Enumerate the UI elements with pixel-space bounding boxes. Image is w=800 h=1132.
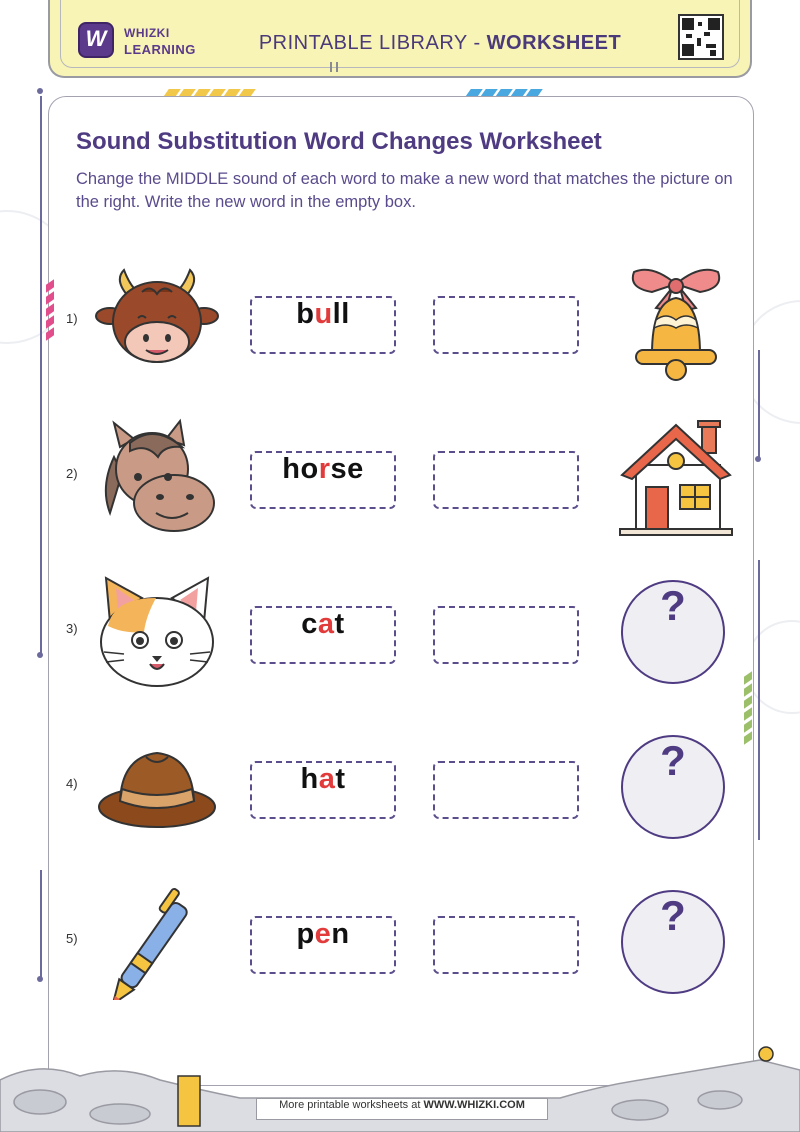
word-middle-sound: a [317, 608, 335, 640]
cat-face-icon [94, 572, 220, 690]
pink-stripe-decoration [46, 282, 54, 342]
logo-letter: W [85, 26, 107, 51]
answer-input-box[interactable] [433, 916, 579, 974]
side-dot [37, 652, 43, 658]
row-number: 4) [66, 776, 78, 791]
left-side-line [40, 96, 42, 656]
answer-input-box[interactable] [433, 296, 579, 354]
footer-text: More printable worksheets at [279, 1099, 424, 1111]
row-number: 2) [66, 466, 78, 481]
whizki-logo-icon [78, 22, 114, 58]
word-end: se [330, 453, 364, 485]
word-start: h [300, 763, 319, 795]
row-number: 1) [66, 311, 78, 326]
word-start: b [296, 298, 315, 330]
house-icon [616, 413, 736, 539]
side-dot [37, 88, 43, 94]
qr-code-icon [678, 14, 724, 60]
exercise-row [60, 568, 740, 698]
pen-icon [94, 882, 220, 1000]
word-end: ll [332, 298, 350, 330]
answer-input-box[interactable] [433, 451, 579, 509]
word-middle-sound: u [314, 298, 333, 330]
word-middle-sound: e [314, 918, 332, 950]
blue-stripe-decoration [468, 82, 543, 90]
header-title-prefix: PRINTABLE LIBRARY - [258, 32, 487, 54]
exercise-row [60, 413, 740, 543]
question-mark-circle: ? [621, 890, 725, 994]
word-box [250, 451, 396, 509]
word-start: p [296, 918, 315, 950]
worksheet-instructions: Change the MIDDLE sound of each word to make a new word that matches the picture on the right. Write the new word in the empty box. [76, 170, 733, 211]
exercise-row [60, 878, 740, 1008]
question-mark-circle: ? [621, 735, 725, 839]
side-dot [755, 456, 761, 462]
exercise-row [60, 723, 740, 853]
right-side-line [758, 350, 760, 460]
word-box [250, 916, 396, 974]
word-box [250, 761, 396, 819]
answer-input-box[interactable] [433, 761, 579, 819]
left-side-line [40, 870, 42, 980]
brown-hat-icon [94, 727, 220, 845]
bull-face-icon [94, 262, 220, 380]
word-end: n [331, 918, 350, 950]
question-mark-circle: ? [621, 580, 725, 684]
header-title [240, 32, 640, 55]
word-end: t [335, 763, 346, 795]
row-number: 3) [66, 621, 78, 636]
header-title-bold: WORKSHEET [486, 32, 622, 54]
exercise-row [60, 258, 740, 388]
footer-website-link[interactable]: WWW.WHIZKI.COM [423, 1099, 525, 1111]
header-tick [336, 62, 338, 72]
word-middle-sound: a [318, 763, 336, 795]
word-box [250, 606, 396, 664]
green-stripe-decoration [744, 674, 752, 746]
word-end: t [334, 608, 345, 640]
side-dot [37, 976, 43, 982]
word-box [250, 296, 396, 354]
right-side-line [758, 560, 760, 840]
word-middle-sound: r [318, 453, 331, 485]
page-header [48, 0, 752, 78]
word-start: ho [282, 453, 319, 485]
horse-face-icon [94, 417, 220, 535]
row-number: 5) [66, 931, 78, 946]
worksheet-title: Sound Substitution Word Changes Worksheet [76, 128, 602, 155]
yellow-stripe-decoration [166, 82, 256, 90]
header-tick [330, 62, 332, 72]
footer-website-bar [256, 1098, 548, 1120]
answer-input-box[interactable] [433, 606, 579, 664]
word-start: c [301, 608, 318, 640]
brand-subtitle: LEARNING [124, 42, 196, 57]
brand-name: WHIZKI [124, 26, 170, 40]
bell-with-bow-icon [616, 258, 736, 384]
